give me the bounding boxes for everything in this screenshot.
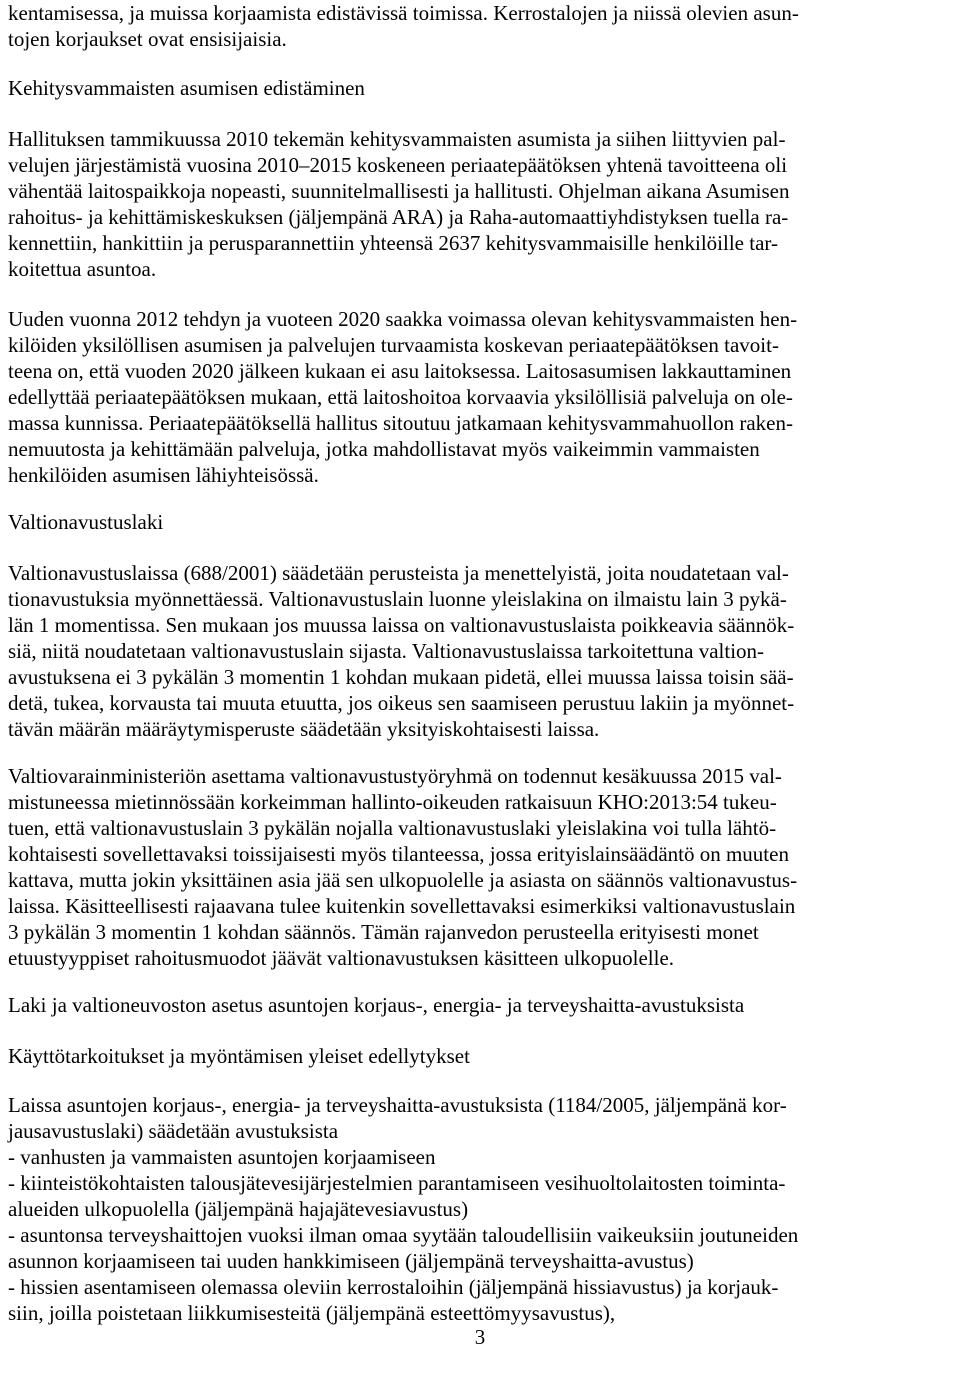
text-line: tojen korjaukset ovat ensisijaisia.: [8, 27, 287, 51]
text-line: nemuutosta ja kehittämään palveluja, jotka mahdollistavat myös vaikeimmin vammaisten: [8, 437, 760, 461]
section-heading: Laki ja valtioneuvoston asetus asuntojen korjaus-, energia- ja terveyshaitta-avustuksista: [8, 993, 745, 1017]
list-item: - vanhusten ja vammaisten asuntojen korjaamiseen: [8, 1145, 436, 1169]
section-heading: Valtionavustuslaki: [8, 510, 164, 534]
text-line: Valtionavustuslaissa (688/2001) säädetään perusteista ja menettelyistä, joita noudatetaan val-: [8, 561, 789, 585]
text-line: Hallituksen tammikuussa 2010 tekemän kehitysvammaisten asumista ja siihen liittyvien pal-: [8, 127, 786, 151]
list-item-continuation: siin, joilla poistetaan liikkumisesteitä (jäljempänä esteettömyysavustus),: [8, 1301, 616, 1325]
text-line: vähentää laitospaikkoja nopeasti, suunnitelmallisesti ja hallitusti. Ohjelman aikana Asumisen: [8, 179, 790, 203]
list-item: - asuntonsa terveyshaittojen vuoksi ilman omaa syytään taloudellisiin vaikeuksiin joutuneiden: [8, 1223, 799, 1247]
text-line: tionavustuksia myönnettäessä. Valtionavustuslain luonne yleislakina on ilmaistu lain 3 pykä-: [8, 587, 787, 611]
text-line: velujen järjestämistä vuosina 2010–2015 koskeneen periaatepäätöksen yhtenä tavoitteena oli: [8, 153, 788, 177]
text-line: län 1 momentissa. Sen mukaan jos muussa laissa on valtionavustuslaista poikkeavia säännök-: [8, 613, 795, 637]
text-line: Uuden vuonna 2012 tehdyn ja vuoteen 2020 saakka voimassa olevan kehitysvammaisten hen-: [8, 307, 798, 331]
text-line: tävän määrän määräytymisperuste säädetään yksityiskohtaisesti laissa.: [8, 717, 600, 741]
text-line: 3 pykälän 3 momentin 1 kohdan säännös. Tämän rajanvedon perusteella erityisesti monet: [8, 920, 759, 944]
text-line: laissa. Käsitteellisesti rajaavana tulee kuitenkin sovellettavaksi esimerkiksi valtionavustuslain: [8, 894, 796, 918]
text-line: etuustyyppiset rahoitusmuodot jäävät valtionavustuksen käsitteen ulkopuolelle.: [8, 946, 675, 970]
text-line: mistuneessa mietinnössään korkeimman hallinto-oikeuden ratkaisuun KHO:2013:54 tukeu-: [8, 790, 777, 814]
section-heading: Kehitysvammaisten asumisen edistäminen: [8, 76, 365, 100]
text-line: avustuksena ei 3 pykälän 3 momentin 1 kohdan mukaan pidetä, ellei muussa laissa toisin sää-: [8, 665, 794, 689]
text-line: henkilöiden asumisen lähiyhteisössä.: [8, 463, 319, 487]
text-line: kennettiin, hankittiin ja perusparannettiin yhteensä 2637 kehitysvammaisille henkilöille tar-: [8, 231, 778, 255]
text-line: tuen, että valtionavustuslain 3 pykälän nojalla valtionavustuslaki yleislakina voi tulla lähtö-: [8, 816, 777, 840]
text-line: rahoitus- ja kehittämiskeskuksen (jäljempänä ARA) ja Raha-automaattiyhdistyksen tuella ra-: [8, 205, 789, 229]
text-line: kentamisessa, ja muissa korjaamista edistävissä toimissa. Kerrostalojen ja niissä olevien asun-: [8, 1, 799, 25]
text-line: kilöiden yksilöllisen asumisen ja palvelujen turvaamista koskevan periaatepäätöksen tavoit-: [8, 333, 779, 357]
list-item-continuation: alueiden ulkopuolella (jäljempänä hajajätevesiavustus): [8, 1197, 469, 1221]
subsection-heading: Käyttötarkoitukset ja myöntämisen yleiset edellytykset: [8, 1044, 470, 1068]
text-line: jausavustuslaki) säädetään avustuksista: [8, 1119, 339, 1143]
text-line: Valtiovarainministeriön asettama valtionavustustyöryhmä on todennut kesäkuussa 2015 val-: [8, 764, 782, 788]
text-line: Laissa asuntojen korjaus-, energia- ja terveyshaitta-avustuksista (1184/2005, jäljempänä kor-: [8, 1093, 787, 1117]
text-line: koitettua asuntoa.: [8, 257, 157, 281]
list-item-continuation: asunnon korjaamiseen tai uuden hankkimiseen (jäljempänä terveyshaitta-avustus): [8, 1249, 694, 1273]
text-line: massa kunnissa. Periaatepäätöksellä hallitus sitoutuu jatkamaan kehitysvammahuollon raken-: [8, 411, 793, 435]
text-line: detä, tukea, korvausta tai muuta etuutta, jos oikeus sen saamiseen perustuu lakiin ja myönnet-: [8, 691, 795, 715]
text-line: teena on, että vuoden 2020 jälkeen kukaan ei asu laitoksessa. Laitosasumisen lakkauttaminen: [8, 359, 792, 383]
text-line: kohtaisesti sovellettavaksi toissijaisesti myös tilanteessa, jossa erityislainsäädäntö on muuten: [8, 842, 789, 866]
page-number: 3: [474, 1325, 486, 1349]
list-item: - hissien asentamiseen olemassa oleviin kerrostaloihin (jäljempänä hissiavustus) ja korjauk-: [8, 1275, 779, 1299]
text-line: kattava, mutta jokin yksittäinen asia jää sen ulkopuolelle ja asiasta on säännös valtionavustus-: [8, 868, 798, 892]
text-line: edellyttää periaatepäätöksen mukaan, että laitoshoitoa korvaavia yksilöllisiä palveluja on ole-: [8, 385, 793, 409]
list-item: - kiinteistökohtaisten talousjätevesijärjestelmien parantamiseen vesihuoltolaitosten toiminta-: [8, 1171, 786, 1195]
text-line: siä, niitä noudatetaan valtionavustuslain sijasta. Valtionavustuslaissa tarkoitettuna valtion-: [8, 639, 765, 663]
